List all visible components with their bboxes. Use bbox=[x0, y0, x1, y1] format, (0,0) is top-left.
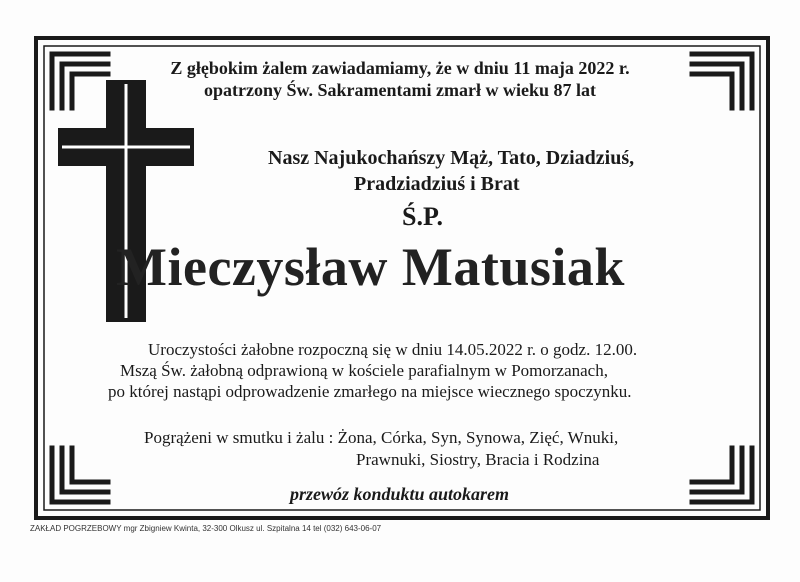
relation-line: Pradziadziuś i Brat bbox=[354, 173, 520, 195]
transport-note: przewóz konduktu autokarem bbox=[290, 484, 510, 504]
ceremony-line: Uroczystości żałobne rozpoczną się w dniu 14.05.2022 r. o godz. 12.00. bbox=[148, 340, 638, 359]
relation-line: Nasz Najukochańszy Mąż, Tato, Dziadziuś, bbox=[268, 147, 635, 169]
mourners-line: Prawnuki, Siostry, Bracia i Rodzina bbox=[356, 450, 600, 469]
ceremony-line: po której nastąpi odprowadzenie zmarłego na miejsce wiecznego spoczynku. bbox=[108, 382, 632, 401]
funeral-home-footer: ZAKŁAD POGRZEBOWY mgr Zbigniew Kwinta, 32-300 Olkusz ul. Szpitalna 14 tel (032) 643-06-07 bbox=[30, 524, 382, 533]
deceased-name: Mieczysław Matusiak bbox=[116, 237, 625, 297]
corner-ornament-icon bbox=[52, 448, 108, 502]
mourners-line: Pogrążeni w smutku i żalu : Żona, Córka, Syn, Synowa, Zięć, Wnuki, bbox=[144, 428, 619, 447]
announcement-line: Z głębokim żalem zawiadamiamy, że w dniu 11 maja 2022 r. bbox=[170, 58, 630, 78]
prefix-sp: Ś.P. bbox=[402, 202, 443, 231]
announcement-line: opatrzony Św. Sakramentami zmarł w wieku 87 lat bbox=[204, 80, 596, 100]
ceremony-line: Mszą Św. żałobną odprawioną w kościele parafialnym w Pomorzanach, bbox=[120, 361, 608, 380]
corner-ornament-icon bbox=[692, 448, 752, 502]
